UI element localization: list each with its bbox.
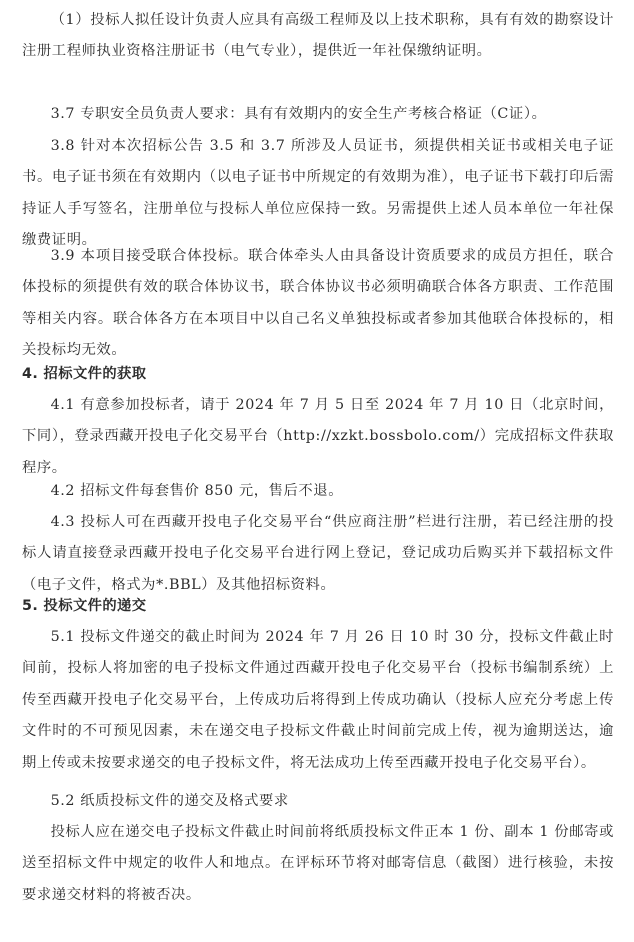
paragraph-5-2-body: 投标人应在递交电子投标文件截止时间前将纸质投标文件正本 1 份、副本 1 份邮寄或送至招标文件中规定的收件人和地点。在评标环节将对邮寄信息（截图）进行核验，未按要求递交材料的将被否决。 xyxy=(22,824,614,903)
paragraph-3-8: 3.8 针对本次招标公告 3.5 和 3.7 所涉及人员证书，须提供相关证书或相关电子证书。电子证书须在有效期内（以电子证书中所规定的有效期为准），电子证书下载打印后需持证人手写签名，注册单位与投标人单位应保持一致。另需提供上述人员本单位一年社保缴费证明。 xyxy=(22,138,614,249)
paragraph-5-1: 5.1 投标文件递交的截止时间为 2024 年 7 月 26 日 10 时 30 分，投标文件截止时间前，投标人将加密的电子投标文件通过西藏开投电子化交易平台（投标书编制系统）上传至西藏开投电子化交易平台，上传成功后将得到上传成功确认（投标人应充分考虑上传文件时的不可预见因素，未在递交电子投标文件截止时间前完成上传，视为逾期送达，逾期上传或未按要求递交的电子投标文件，将无法成功上传至西藏开投电子化交易平台）。 xyxy=(22,629,614,771)
paragraph-5-2-title: 5.2 纸质投标文件的递交及格式要求 xyxy=(50,793,289,809)
paragraph-3-7: 3.7 专职安全员负责人要求：具有有效期内的安全生产考核合格证（C证）。 xyxy=(50,106,547,122)
section-heading-5: 5. 投标文件的递交 xyxy=(22,598,147,614)
paragraph-4-3: 4.3 投标人可在西藏开投电子化交易平台“供应商注册”栏进行注册，若已经注册的投标人请直接登录西藏开投电子化交易平台进行网上登记，登记成功后购买并下载招标文件（电子文件，格式为*.BBL）及其他招标资料。 xyxy=(22,514,614,593)
paragraph-4-2: 4.2 招标文件每套售价 850 元，售后不退。 xyxy=(50,483,344,499)
paragraph-4-1: 4.1 有意参加投标者，请于 2024 年 7 月 5 日至 2024 年 7 月 10 日（北京时间，下同），登录西藏开投电子化交易平台（http://xzkt.bossbolo.com/）完成招标文件获取程序。 xyxy=(22,397,614,476)
paragraph-designer-requirements: （1）投标人拟任设计负责人应具有高级工程师及以上技术职称，具有有效的勘察设计注册工程师执业资格注册证书（电气专业），提供近一年社保缴纳证明。 xyxy=(22,12,614,60)
paragraph-3-9: 3.9 本项目接受联合体投标。联合体牵头人由具备设计资质要求的成员方担任，联合体投标的须提供有效的联合体协议书，联合体协议书必须明确联合体各方职责、工作范围等相关内容。联合体各方在本项目中以自己名义单独投标或者参加其他联合体投标的，相关投标均无效。 xyxy=(22,248,614,359)
section-heading-4: 4. 招标文件的获取 xyxy=(22,366,147,382)
